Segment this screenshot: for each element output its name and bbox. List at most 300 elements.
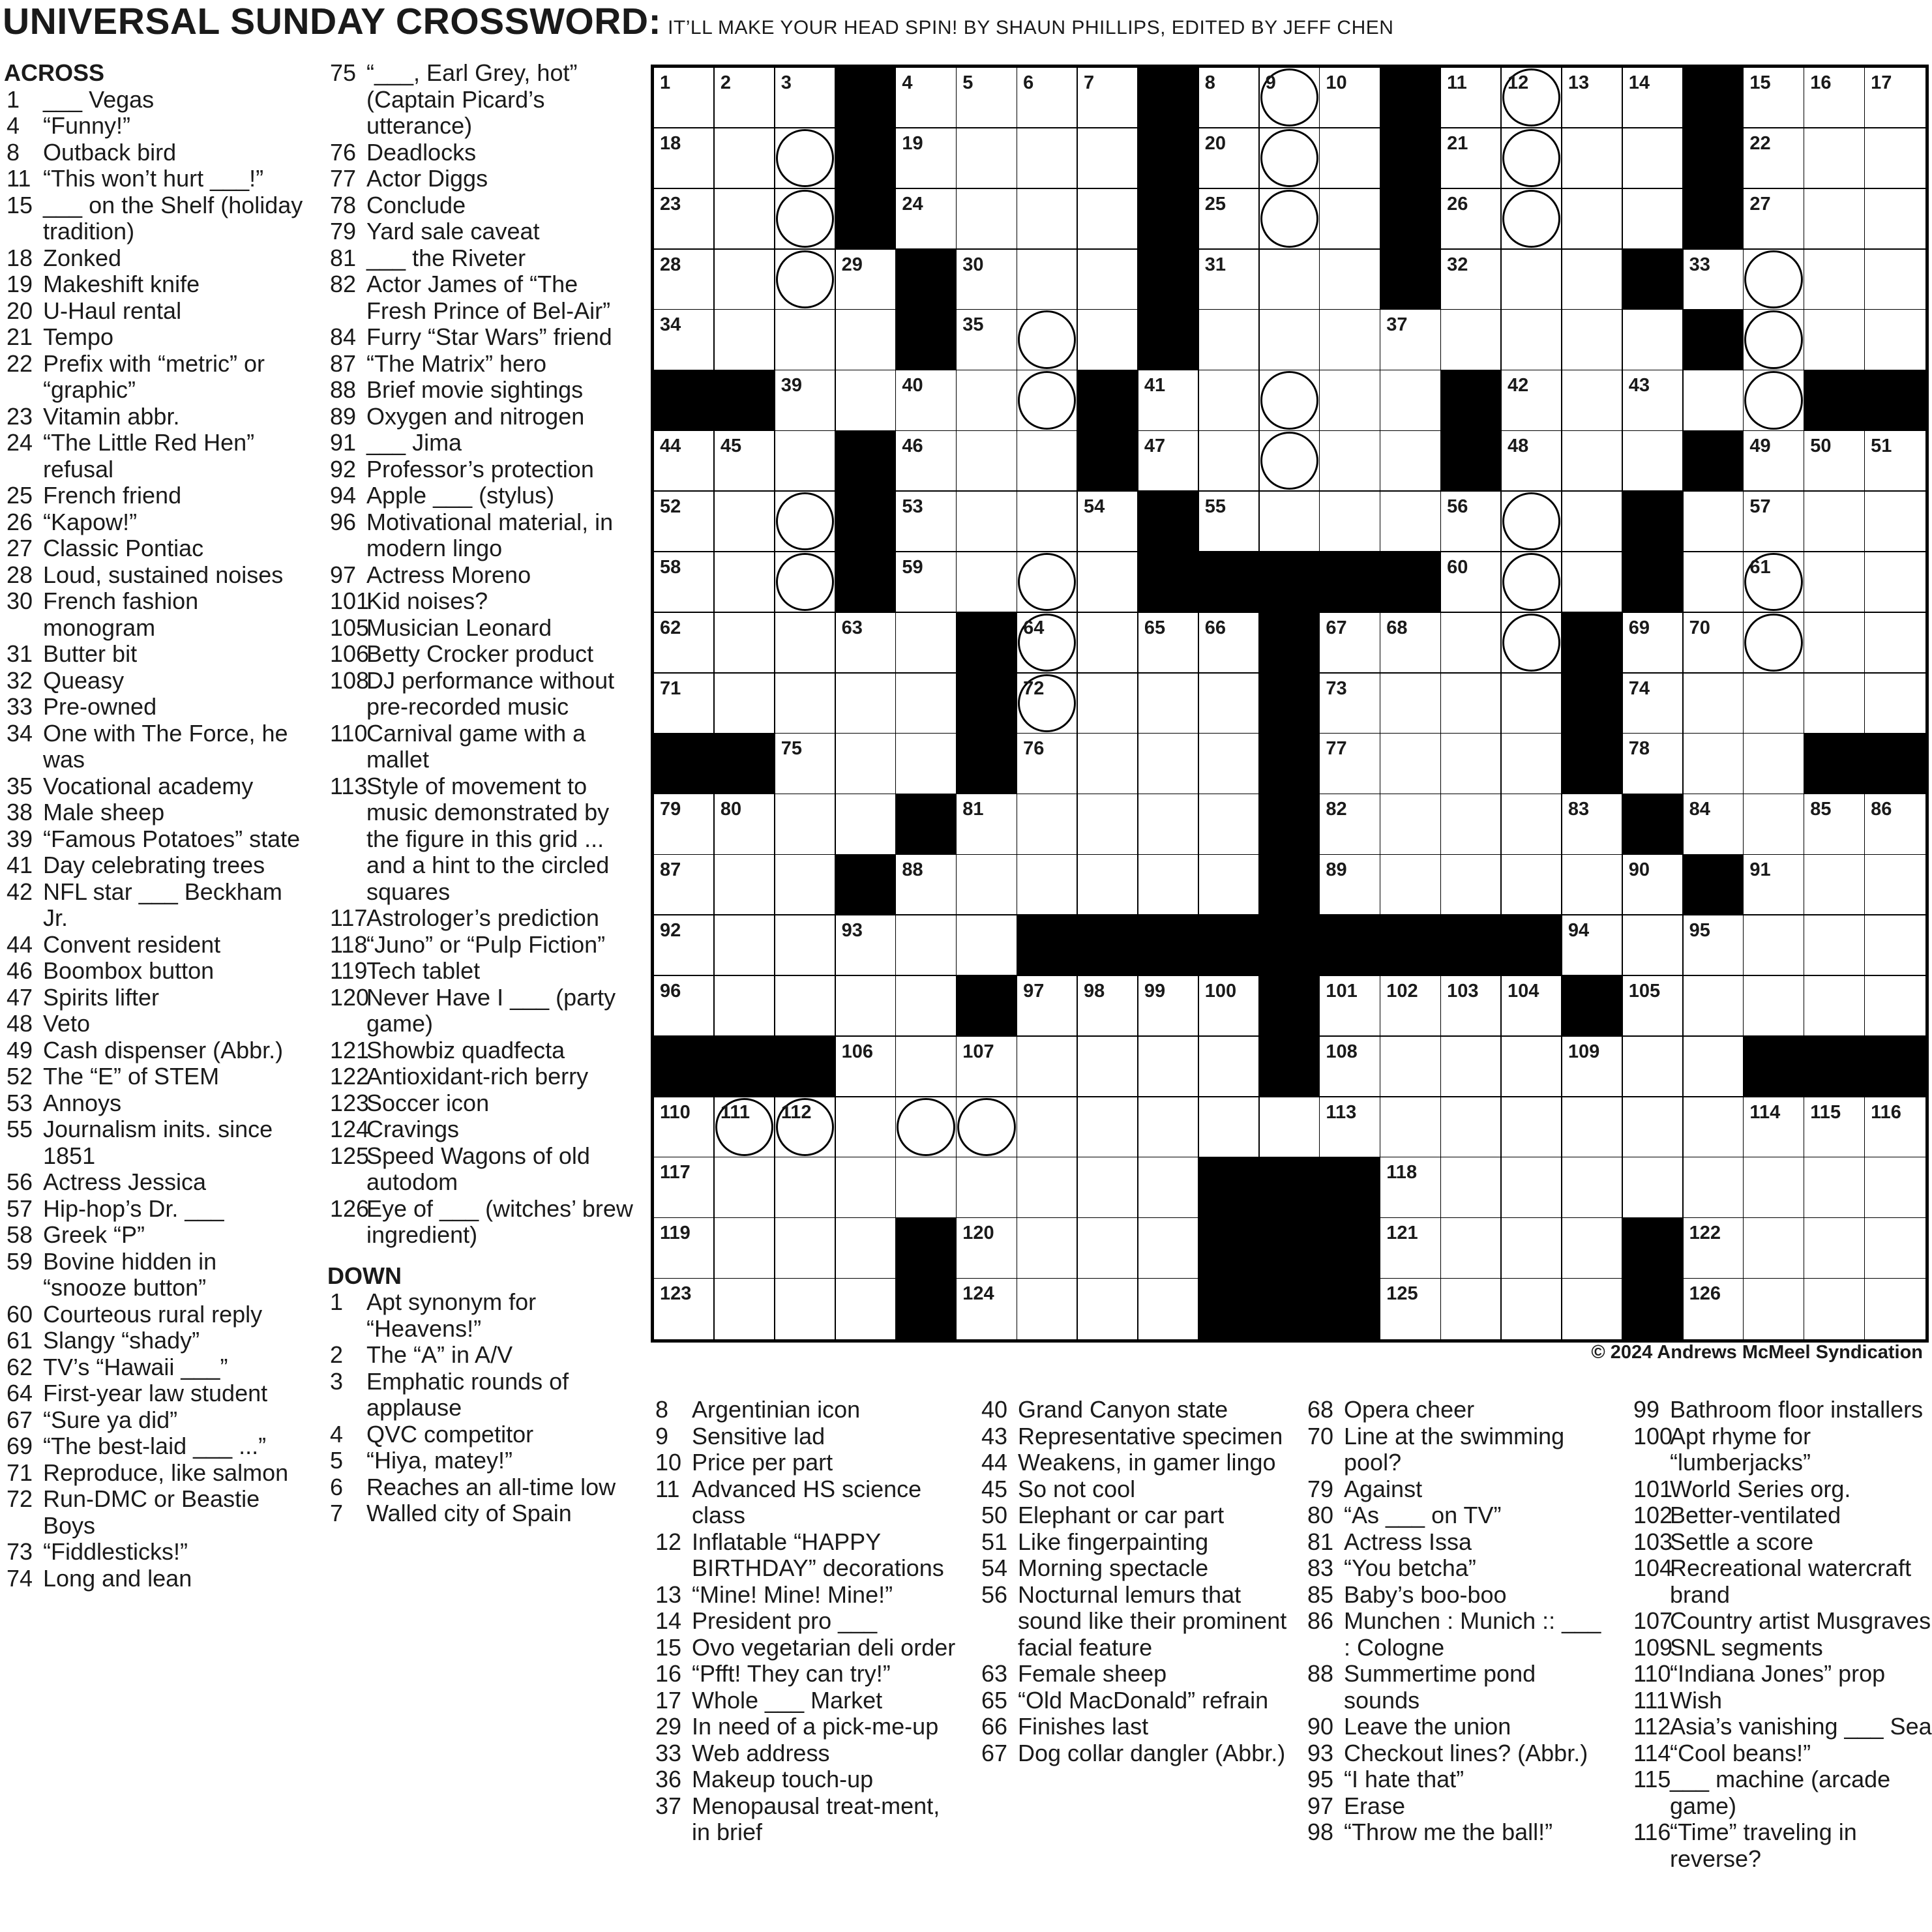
grid-cell[interactable] [1199,1097,1260,1158]
grid-cell[interactable] [896,855,957,915]
grid-cell[interactable] [654,492,715,552]
grid-cell[interactable] [1320,250,1380,310]
grid-cell[interactable] [1017,1157,1078,1218]
grid-cell[interactable] [1380,1037,1441,1097]
grid-cell[interactable] [654,552,715,613]
grid-cell[interactable] [775,431,836,492]
grid-cell[interactable] [1865,855,1925,915]
grid-cell[interactable] [715,1097,775,1158]
grid-cell[interactable] [1320,674,1380,734]
grid-cell[interactable] [775,1157,836,1218]
grid-cell[interactable] [1078,1279,1138,1339]
grid-cell[interactable] [957,1097,1017,1158]
grid-cell[interactable] [1744,552,1804,613]
grid-cell[interactable] [1623,855,1684,915]
grid-cell[interactable] [896,492,957,552]
grid-cell[interactable] [1199,492,1260,552]
grid-cell[interactable] [654,915,715,976]
grid-cell[interactable] [1865,189,1925,250]
grid-cell[interactable] [1865,128,1925,189]
grid-cell[interactable] [1260,68,1320,128]
grid-cell[interactable] [1804,855,1865,915]
grid-cell[interactable] [1138,1279,1199,1339]
grid-cell[interactable] [1865,1279,1925,1339]
grid-cell[interactable] [1865,310,1925,370]
grid-cell[interactable] [1380,1279,1441,1339]
grid-cell[interactable] [836,915,897,976]
grid-cell[interactable] [1320,68,1380,128]
grid-cell[interactable] [1078,250,1138,310]
grid-cell[interactable] [654,1218,715,1279]
grid-cell[interactable] [957,128,1017,189]
grid-cell[interactable] [957,552,1017,613]
grid-cell[interactable] [1078,1157,1138,1218]
grid-cell[interactable] [1441,552,1502,613]
grid-cell[interactable] [1684,492,1744,552]
grid-cell[interactable] [1380,431,1441,492]
grid-cell[interactable] [775,1097,836,1158]
grid-cell[interactable] [1078,613,1138,674]
grid-cell[interactable] [1078,1097,1138,1158]
grid-cell[interactable] [1441,310,1502,370]
grid-cell[interactable] [957,915,1017,976]
grid-cell[interactable] [1502,1157,1562,1218]
grid-cell[interactable] [1441,492,1502,552]
grid-cell[interactable] [1684,1218,1744,1279]
grid-cell[interactable] [775,1279,836,1339]
grid-cell[interactable] [1441,1279,1502,1339]
grid-cell[interactable] [1441,855,1502,915]
grid-cell[interactable] [1623,128,1684,189]
grid-cell[interactable] [957,492,1017,552]
grid-cell[interactable] [1078,310,1138,370]
grid-cell[interactable] [1199,189,1260,250]
grid-cell[interactable] [1380,1218,1441,1279]
grid-cell[interactable] [1502,734,1562,794]
grid-cell[interactable] [1380,794,1441,855]
grid-cell[interactable] [1017,855,1078,915]
grid-cell[interactable] [1744,1218,1804,1279]
grid-cell[interactable] [1502,1218,1562,1279]
grid-cell[interactable] [775,674,836,734]
grid-cell[interactable] [1623,976,1684,1037]
grid-cell[interactable] [715,794,775,855]
grid-cell[interactable] [1017,613,1078,674]
grid-cell[interactable] [957,370,1017,431]
grid-cell[interactable] [1623,734,1684,794]
grid-cell[interactable] [957,794,1017,855]
grid-cell[interactable] [896,734,957,794]
grid-cell[interactable] [1320,189,1380,250]
grid-cell[interactable] [1017,189,1078,250]
grid-cell[interactable] [1017,68,1078,128]
grid-cell[interactable] [1441,250,1502,310]
grid-cell[interactable] [1804,915,1865,976]
grid-cell[interactable] [1138,674,1199,734]
grid-cell[interactable] [715,915,775,976]
grid-cell[interactable] [1017,734,1078,794]
grid-cell[interactable] [775,68,836,128]
grid-cell[interactable] [775,915,836,976]
grid-cell[interactable] [1380,855,1441,915]
grid-cell[interactable] [1078,128,1138,189]
grid-cell[interactable] [1380,976,1441,1037]
grid-cell[interactable] [1017,1218,1078,1279]
grid-cell[interactable] [654,1279,715,1339]
grid-cell[interactable] [775,250,836,310]
grid-cell[interactable] [654,674,715,734]
grid-cell[interactable] [1260,128,1320,189]
grid-cell[interactable] [1380,674,1441,734]
grid-cell[interactable] [715,1218,775,1279]
grid-cell[interactable] [1380,310,1441,370]
grid-cell[interactable] [836,734,897,794]
grid-cell[interactable] [1865,492,1925,552]
grid-cell[interactable] [1502,310,1562,370]
grid-cell[interactable] [1441,189,1502,250]
grid-cell[interactable] [1684,1097,1744,1158]
grid-cell[interactable] [1320,855,1380,915]
grid-cell[interactable] [1502,613,1562,674]
grid-cell[interactable] [1441,1157,1502,1218]
grid-cell[interactable] [1562,1157,1623,1218]
grid-cell[interactable] [1562,1279,1623,1339]
grid-cell[interactable] [1320,431,1380,492]
grid-cell[interactable] [1199,976,1260,1037]
grid-cell[interactable] [1138,1157,1199,1218]
grid-cell[interactable] [1138,734,1199,794]
grid-cell[interactable] [1199,68,1260,128]
grid-cell[interactable] [1078,492,1138,552]
grid-cell[interactable] [1441,674,1502,734]
grid-cell[interactable] [1804,1218,1865,1279]
grid-cell[interactable] [1562,128,1623,189]
grid-cell[interactable] [1684,734,1744,794]
grid-cell[interactable] [1744,734,1804,794]
grid-cell[interactable] [775,855,836,915]
grid-cell[interactable] [1320,734,1380,794]
grid-cell[interactable] [1199,613,1260,674]
grid-cell[interactable] [1744,189,1804,250]
grid-cell[interactable] [775,552,836,613]
grid-cell[interactable] [1199,855,1260,915]
grid-cell[interactable] [654,310,715,370]
grid-cell[interactable] [836,250,897,310]
grid-cell[interactable] [896,1097,957,1158]
grid-cell[interactable] [1804,1157,1865,1218]
grid-cell[interactable] [1017,674,1078,734]
grid-cell[interactable] [1017,370,1078,431]
grid-cell[interactable] [1744,915,1804,976]
grid-cell[interactable] [1017,492,1078,552]
grid-cell[interactable] [1199,794,1260,855]
grid-cell[interactable] [1017,431,1078,492]
grid-cell[interactable] [1744,1097,1804,1158]
grid-cell[interactable] [775,734,836,794]
grid-cell[interactable] [654,613,715,674]
grid-cell[interactable] [715,1157,775,1218]
grid-cell[interactable] [1138,1037,1199,1097]
grid-cell[interactable] [836,370,897,431]
grid-cell[interactable] [654,855,715,915]
grid-cell[interactable] [654,1157,715,1218]
grid-cell[interactable] [1199,674,1260,734]
grid-cell[interactable] [1138,794,1199,855]
grid-cell[interactable] [1078,734,1138,794]
grid-cell[interactable] [775,1218,836,1279]
grid-cell[interactable] [1502,976,1562,1037]
grid-cell[interactable] [1684,552,1744,613]
grid-cell[interactable] [1502,189,1562,250]
grid-cell[interactable] [1502,128,1562,189]
grid-cell[interactable] [775,492,836,552]
grid-cell[interactable] [715,976,775,1037]
grid-cell[interactable] [1623,915,1684,976]
grid-cell[interactable] [896,1037,957,1097]
grid-cell[interactable] [1260,370,1320,431]
grid-cell[interactable] [1684,370,1744,431]
grid-cell[interactable] [1199,734,1260,794]
grid-cell[interactable] [1017,1097,1078,1158]
grid-cell[interactable] [1744,492,1804,552]
grid-cell[interactable] [957,1218,1017,1279]
grid-cell[interactable] [896,431,957,492]
grid-cell[interactable] [1502,1097,1562,1158]
grid-cell[interactable] [896,976,957,1037]
grid-cell[interactable] [1562,431,1623,492]
grid-cell[interactable] [1260,189,1320,250]
grid-cell[interactable] [836,794,897,855]
grid-cell[interactable] [1744,310,1804,370]
grid-cell[interactable] [1623,1097,1684,1158]
grid-cell[interactable] [1380,492,1441,552]
grid-cell[interactable] [1623,189,1684,250]
grid-cell[interactable] [1260,310,1320,370]
grid-cell[interactable] [1684,674,1744,734]
grid-cell[interactable] [1078,976,1138,1037]
grid-cell[interactable] [1562,552,1623,613]
grid-cell[interactable] [957,1279,1017,1339]
grid-cell[interactable] [1380,370,1441,431]
grid-cell[interactable] [1441,128,1502,189]
grid-cell[interactable] [1865,250,1925,310]
grid-cell[interactable] [715,855,775,915]
grid-cell[interactable] [1562,250,1623,310]
grid-cell[interactable] [1684,1037,1744,1097]
grid-cell[interactable] [1320,613,1380,674]
grid-cell[interactable] [896,915,957,976]
grid-cell[interactable] [715,310,775,370]
grid-cell[interactable] [1623,674,1684,734]
grid-cell[interactable] [1078,552,1138,613]
grid-cell[interactable] [1502,552,1562,613]
grid-cell[interactable] [1562,492,1623,552]
grid-cell[interactable] [654,976,715,1037]
grid-cell[interactable] [1804,250,1865,310]
grid-cell[interactable] [1380,734,1441,794]
grid-cell[interactable] [896,189,957,250]
grid-cell[interactable] [1138,1097,1199,1158]
grid-cell[interactable] [1138,370,1199,431]
grid-cell[interactable] [1017,794,1078,855]
grid-cell[interactable] [654,1097,715,1158]
grid-cell[interactable] [1441,1097,1502,1158]
grid-cell[interactable] [715,189,775,250]
grid-cell[interactable] [1865,1157,1925,1218]
grid-cell[interactable] [1804,310,1865,370]
grid-cell[interactable] [715,1279,775,1339]
grid-cell[interactable] [1320,128,1380,189]
grid-cell[interactable] [1199,431,1260,492]
grid-cell[interactable] [775,794,836,855]
grid-cell[interactable] [896,370,957,431]
grid-cell[interactable] [896,68,957,128]
grid-cell[interactable] [1017,310,1078,370]
grid-cell[interactable] [775,189,836,250]
grid-cell[interactable] [1320,1097,1380,1158]
grid-cell[interactable] [1865,915,1925,976]
grid-cell[interactable] [1804,68,1865,128]
grid-cell[interactable] [1744,68,1804,128]
grid-cell[interactable] [1502,674,1562,734]
grid-cell[interactable] [1017,250,1078,310]
grid-cell[interactable] [1865,1218,1925,1279]
grid-cell[interactable] [1260,492,1320,552]
grid-cell[interactable] [1078,794,1138,855]
grid-cell[interactable] [1502,68,1562,128]
grid-cell[interactable] [1562,370,1623,431]
grid-cell[interactable] [715,674,775,734]
grid-cell[interactable] [1138,613,1199,674]
grid-cell[interactable] [1562,1218,1623,1279]
grid-cell[interactable] [1562,68,1623,128]
grid-cell[interactable] [1502,492,1562,552]
grid-cell[interactable] [1804,552,1865,613]
grid-cell[interactable] [957,189,1017,250]
grid-cell[interactable] [1441,613,1502,674]
grid-cell[interactable] [1744,855,1804,915]
grid-cell[interactable] [1744,613,1804,674]
grid-cell[interactable] [957,1157,1017,1218]
grid-cell[interactable] [1684,250,1744,310]
grid-cell[interactable] [1502,1279,1562,1339]
grid-cell[interactable] [1804,794,1865,855]
grid-cell[interactable] [1684,915,1744,976]
grid-cell[interactable] [1684,613,1744,674]
grid-cell[interactable] [1441,68,1502,128]
grid-cell[interactable] [1078,674,1138,734]
grid-cell[interactable] [1320,794,1380,855]
grid-cell[interactable] [1804,189,1865,250]
grid-cell[interactable] [957,855,1017,915]
grid-cell[interactable] [1320,310,1380,370]
grid-cell[interactable] [1623,370,1684,431]
grid-cell[interactable] [1744,976,1804,1037]
grid-cell[interactable] [836,1157,897,1218]
grid-cell[interactable] [1502,794,1562,855]
grid-cell[interactable] [715,68,775,128]
grid-cell[interactable] [1078,1037,1138,1097]
grid-cell[interactable] [1562,1037,1623,1097]
grid-cell[interactable] [896,613,957,674]
grid-cell[interactable] [836,613,897,674]
grid-cell[interactable] [836,1037,897,1097]
grid-cell[interactable] [1623,613,1684,674]
grid-cell[interactable] [715,128,775,189]
grid-cell[interactable] [1684,1157,1744,1218]
grid-cell[interactable] [1320,492,1380,552]
grid-cell[interactable] [654,794,715,855]
grid-cell[interactable] [1562,189,1623,250]
grid-cell[interactable] [715,492,775,552]
grid-cell[interactable] [1804,128,1865,189]
grid-cell[interactable] [1744,674,1804,734]
grid-cell[interactable] [1078,1218,1138,1279]
grid-cell[interactable] [715,250,775,310]
grid-cell[interactable] [775,976,836,1037]
grid-cell[interactable] [654,68,715,128]
grid-cell[interactable] [1078,855,1138,915]
grid-cell[interactable] [1865,794,1925,855]
grid-cell[interactable] [775,370,836,431]
grid-cell[interactable] [1017,976,1078,1037]
grid-cell[interactable] [1623,1037,1684,1097]
grid-cell[interactable] [1199,1037,1260,1097]
grid-cell[interactable] [1078,189,1138,250]
grid-cell[interactable] [1744,1157,1804,1218]
grid-cell[interactable] [1441,976,1502,1037]
grid-cell[interactable] [1441,1037,1502,1097]
grid-cell[interactable] [1684,976,1744,1037]
grid-cell[interactable] [1865,552,1925,613]
grid-cell[interactable] [1380,1157,1441,1218]
grid-cell[interactable] [1562,310,1623,370]
grid-cell[interactable] [1744,431,1804,492]
grid-cell[interactable] [836,1218,897,1279]
grid-cell[interactable] [1260,431,1320,492]
grid-cell[interactable] [836,310,897,370]
grid-cell[interactable] [1804,1097,1865,1158]
grid-cell[interactable] [896,1157,957,1218]
grid-cell[interactable] [1804,492,1865,552]
grid-cell[interactable] [1078,68,1138,128]
grid-cell[interactable] [1865,976,1925,1037]
grid-cell[interactable] [1017,1279,1078,1339]
grid-cell[interactable] [1017,128,1078,189]
grid-cell[interactable] [1744,1279,1804,1339]
grid-cell[interactable] [1744,370,1804,431]
grid-cell[interactable] [1441,1218,1502,1279]
grid-cell[interactable] [715,552,775,613]
grid-cell[interactable] [1260,250,1320,310]
grid-cell[interactable] [1562,794,1623,855]
grid-cell[interactable] [1804,1279,1865,1339]
grid-cell[interactable] [1804,976,1865,1037]
grid-cell[interactable] [1441,794,1502,855]
grid-cell[interactable] [1017,552,1078,613]
grid-cell[interactable] [1502,431,1562,492]
grid-cell[interactable] [1199,250,1260,310]
grid-cell[interactable] [1199,370,1260,431]
grid-cell[interactable] [775,310,836,370]
grid-cell[interactable] [654,431,715,492]
grid-cell[interactable] [1865,613,1925,674]
grid-cell[interactable] [1623,1157,1684,1218]
grid-cell[interactable] [1865,1097,1925,1158]
grid-cell[interactable] [836,1279,897,1339]
grid-cell[interactable] [1502,855,1562,915]
grid-cell[interactable] [896,128,957,189]
